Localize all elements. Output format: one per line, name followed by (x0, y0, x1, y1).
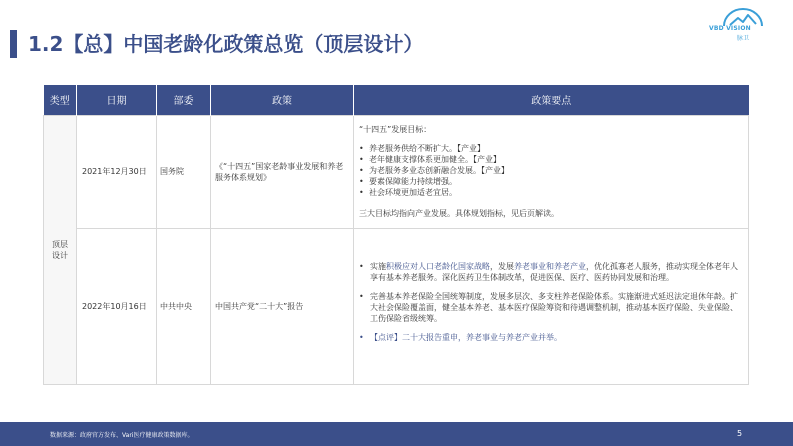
text-span: ，优化孤寡老人服务，推动实现全体老年人享有基本养老服务。深化医药卫生体制改革，促进医保、医疗、医药协同发展和治理。 (370, 262, 738, 282)
policy-cell: 中国共产党“二十大”报告 (211, 228, 354, 384)
list-item: • 老年健康支撑体系更加健全。【产业】 (359, 154, 740, 165)
table-row (44, 115, 749, 228)
list-item: • 养老服务供给不断扩大。【产业】 (359, 143, 740, 154)
list-item: • 为老服务多业态创新融合发展。【产业】 (359, 165, 740, 176)
list-item: • 完善基本养老保险全国统筹制度，发展多层次、多支柱养老保险体系。实施渐进式延迟法定退休年龄。扩大社会保险覆盖面，健全基本养老、基本医疗保险筹资和待遇调整机制，推动基本医疗保险、失业保险、工伤保险省级统筹。 (359, 291, 740, 324)
key-points-cell (354, 228, 749, 384)
highlight-text: 积极应对人口老龄化国家战略 (386, 262, 490, 271)
dept-cell: 中共中央 (157, 228, 211, 384)
list-item: • 要素保障能力持续增强。 (359, 176, 740, 187)
column-header-type: 类型 (44, 85, 77, 115)
highlight-text: 养老事业和养老产业 (514, 262, 586, 271)
dept-cell: 国务院 (157, 115, 211, 228)
date-cell: 2022年10月16日 (77, 228, 157, 384)
title-accent-bar (10, 30, 17, 58)
list-item: • 社会环境更加适老宜居。 (359, 187, 740, 198)
list-item (359, 261, 740, 283)
type-label: 顶层 设计 (52, 239, 68, 260)
page-title: 1.2【总】中国老龄化政策总览（顶层设计） (28, 32, 424, 56)
table-header-row (44, 85, 749, 115)
column-header-dept: 部委 (157, 85, 211, 115)
date-cell: 2021年12月30日 (77, 115, 157, 228)
logo-subtext: 脉卫 (737, 35, 750, 42)
logo-text: VBD VISION (709, 25, 751, 32)
type-cell (44, 115, 77, 384)
footer-source: 数据来源：政府官方发布、Vari医疗健康政策数据库。 (50, 432, 194, 439)
table-row (44, 228, 749, 384)
policy-table (43, 85, 749, 385)
key-points-list (359, 261, 740, 343)
key-points-summary: 三大目标均指向产业发展。具体规划指标，见后页解读。 (359, 209, 559, 218)
column-header-date: 日期 (77, 85, 157, 115)
text-span: 实施 (370, 262, 386, 271)
key-points-cell (354, 115, 749, 228)
key-points-list (359, 143, 740, 198)
column-header-policy: 政策 (211, 85, 354, 115)
policy-cell: 《“十四五”国家老龄事业发展和养老服务体系规划》 (211, 115, 354, 228)
comment-item: • 【点评】二十大报告重申，养老事业与养老产业并举。 (359, 332, 740, 343)
column-header-key-points: 政策要点 (354, 85, 749, 115)
text-span: ，发展 (490, 262, 514, 271)
key-points-intro: “十四五”发展目标： (359, 125, 432, 134)
page-number: 5 (737, 429, 743, 438)
